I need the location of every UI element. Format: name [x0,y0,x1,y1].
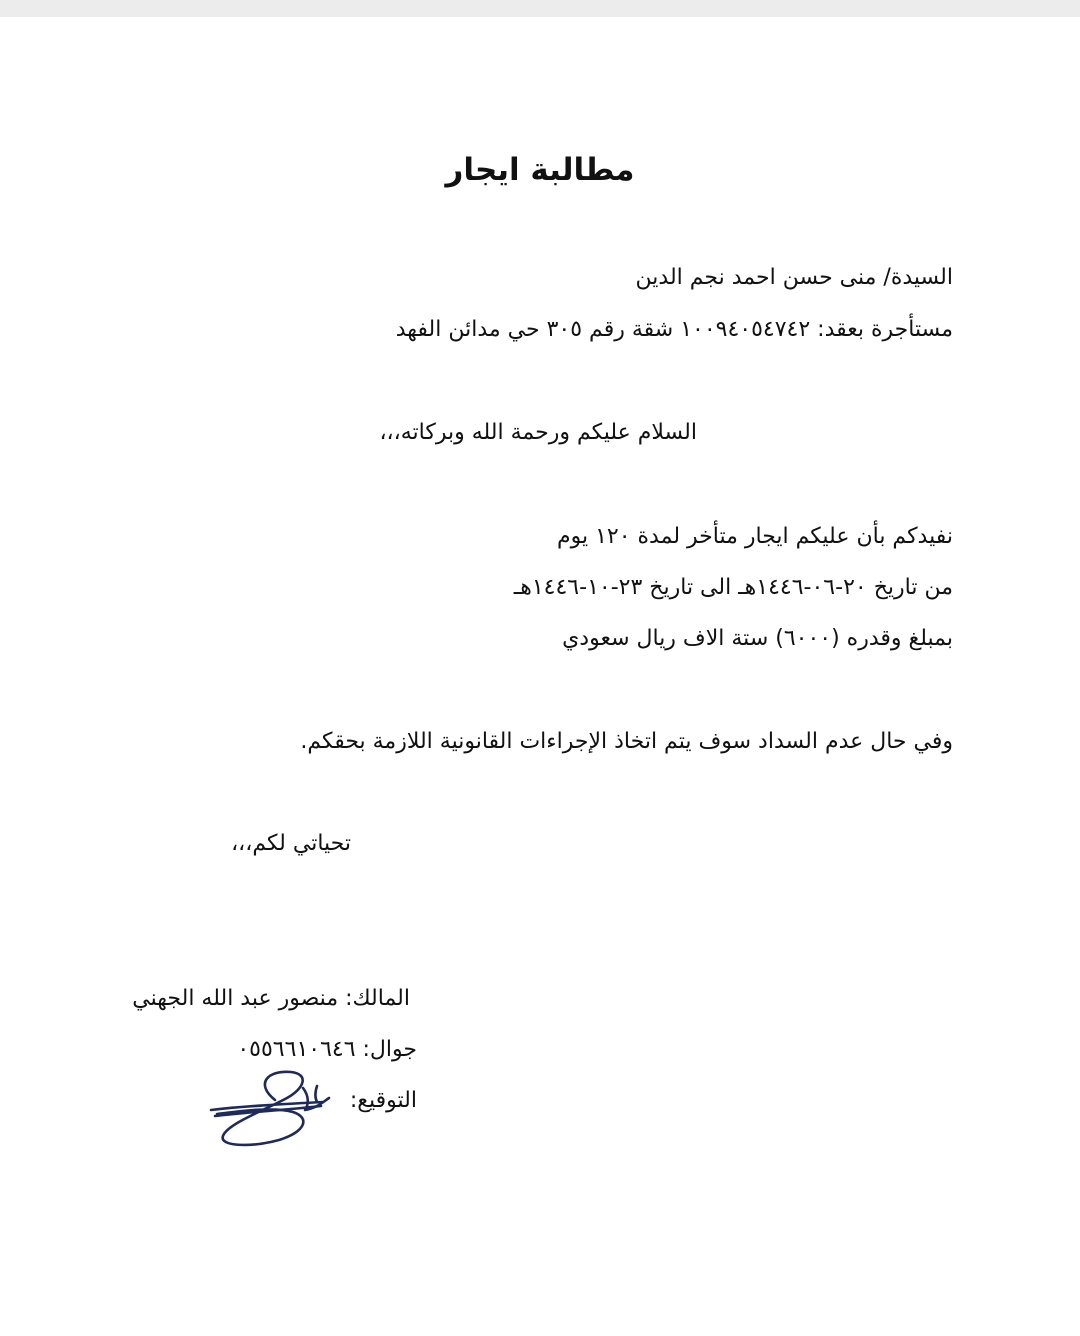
document-title: مطالبة ايجار [445,152,635,188]
recipient-line: السيدة/ منى حسن احمد نجم الدين [635,265,953,290]
warning-line: وفي حال عدم السداد سوف يتم اتخاذ الإجراءات القانونية اللازمة بحقكم. [300,729,953,754]
contract-line: مستأجرة بعقد: ١٠٠٩٤٠٥٤٧٤٢ شقة رقم ٣٠٥ حي مدائن الفهد [395,317,953,342]
signature-label: التوقيع: [349,1088,417,1113]
owner-line: المالك: منصور عبد الله الجهني [132,986,410,1011]
amount-line: بمبلغ وقدره (٦٠٠٠) ستة الاف ريال سعودي [562,626,953,651]
period-line: من تاريخ ٢٠-٠٦-١٤٤٦هـ الى تاريخ ٢٣-١٠-١٤٤٦هـ [513,575,953,600]
mobile-line: جوال: ٠٥٥٦٦١٠٦٤٦ [237,1037,417,1062]
greeting-line: السلام عليكم ورحمة الله وبركاته،،، [379,420,697,445]
notice-line: نفيدكم بأن عليكم ايجار متأخر لمدة ١٢٠ يوم [556,524,953,549]
closing-line: تحياتي لكم،،، [231,831,351,856]
signature-image [205,1066,335,1150]
top-strip [0,0,1080,17]
